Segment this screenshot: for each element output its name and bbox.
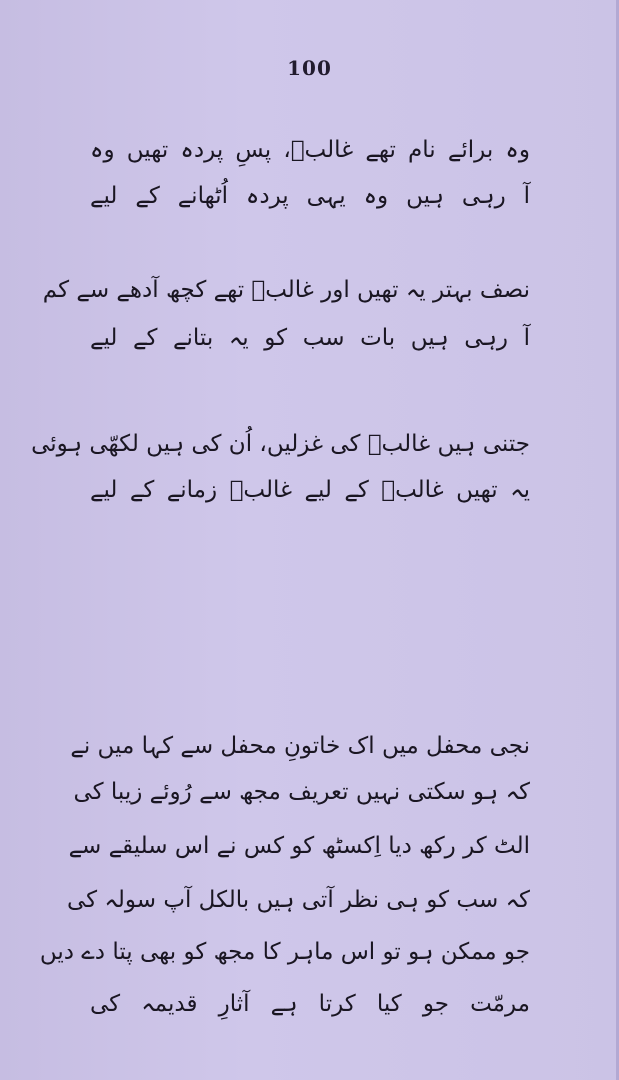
verse-line: کہ سب کو ہی نظر آتی ہیں بالکل آپ سولہ کی (66, 887, 530, 913)
verse-line: نجی محفل میں اک خاتونِ محفل سے کہا میں نے (70, 733, 530, 759)
verse-line: الٹ کر رکھ دیا اِکسٹھ کو کس نے اس سلیقے سے (68, 833, 530, 859)
verse-line: کہ ہو سکتی نہیں تعریف مجھ سے رُوئے زیبا کی (73, 779, 530, 805)
verse-line: جو ممکن ہو تو اس ماہر کا مجھ کو بھی پتا دے دیں (39, 939, 530, 965)
page-number: 100 (287, 56, 332, 80)
verse-line: آ رہی ہیں بات سب کو یہ بتانے کے لیے (90, 325, 530, 351)
verse-line: مرمّت جو کیا کرتا ہے آثارِ قدیمہ کی (90, 991, 530, 1017)
verse-line: وہ برائے نام تھے غالبؔ، پسِ پردہ تھیں وہ (90, 137, 530, 163)
verse-line: یہ تھیں غالبؔ کے لیے غالبؔ زمانے کے لیے (90, 477, 530, 503)
verse-line: نصف بہتر یہ تھیں اور غالبؔ تھے کچھ آدھے سے کم (42, 277, 530, 303)
verse-line: آ رہی ہیں وہ یہی پردہ اُٹھانے کے لیے (90, 183, 530, 209)
verse-line: جتنی ہیں غالبؔ کی غزلیں، اُن کی ہیں لکھّی ہوئی (31, 431, 530, 457)
